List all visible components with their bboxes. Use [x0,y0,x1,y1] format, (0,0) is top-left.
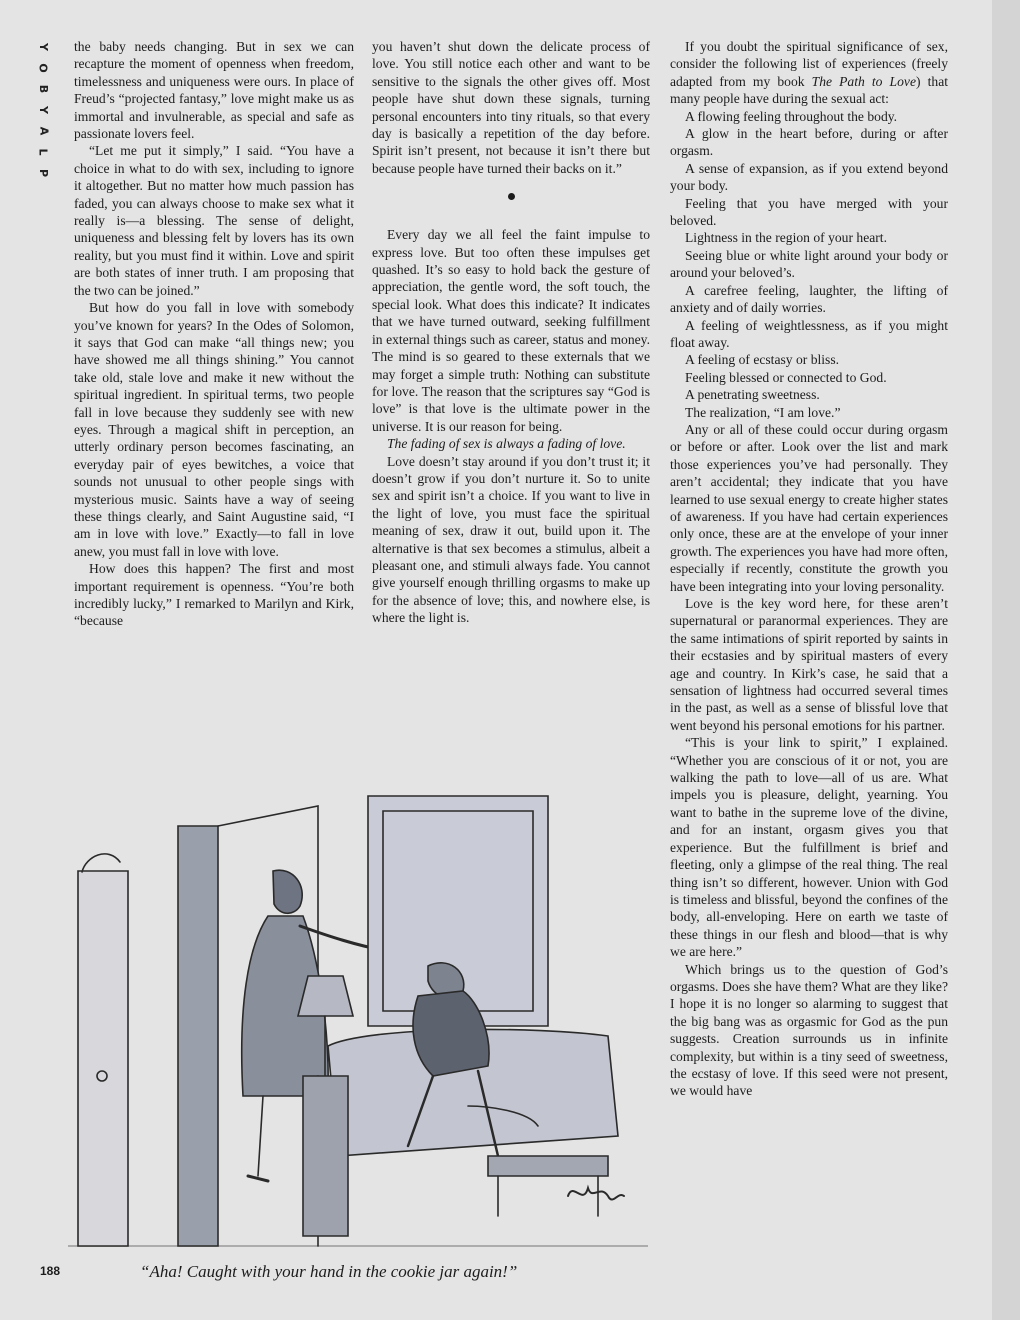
page-number: 188 [40,1264,61,1278]
list-item: A glow in the heart before, during or after orgasm. [670,126,948,159]
running-head-letter: B [36,84,50,94]
running-head-letter: O [36,63,50,73]
page-edge-shadow [992,0,1020,1320]
running-head [34,40,52,180]
paragraph: How does this happen? The first and most important requirement is openness. “You’re both incredibly lucky,” I remarked to Marilyn and Kirk, “because [74,561,354,629]
list-item: Seeing blue or white light around your body or around your beloved’s. [670,247,948,281]
text-column-2 [372,38,650,627]
list-item: Lightness in the region of your heart. [685,230,887,246]
list-item: A feeling of ecstasy or bliss. [685,352,840,368]
paragraph: Love is the key word here, for these aren’t supernatural or paranormal experiences. They are the same intimations of spirit reported by saints in their ecstasies and by spiritual masters of every age and country. In Kirk’s case, he said that a sensation of lightness had occurred several times in the past, as well as a sense of blissful love that went beyond his personal emotions for his partner. [670,596,948,733]
list-item: A feeling of weightlessness, as if you might float away. [670,317,948,350]
running-head-letter: Y [37,106,50,114]
paragraph: Which brings us to the question of God’s orgasms. Does she have them? What are they like? I hope it is no longer so alarming to suggest that the big bang was as orgasmic for God as the pun suggests. Creation surrounds us in infinite complexity, but within is a tiny seed of sweetness, the ecstasy of love. If this seed were not present, we would have [670,961,948,1099]
list-item: A sense of expansion, as if you extend beyond your body. [670,160,948,194]
running-head-letter: P [37,168,50,178]
text-column-1 [74,38,354,630]
paragraph: the baby needs changing. But in sex we can recapture the moment of openness when freedom, timelessness and uniqueness were ours. In place of Freud’s “projected fantasy,” love might make us as immortal and invulnerable, as special and safe as passionate lovers feel. [74,39,354,142]
paragraph [670,38,948,108]
paragraph: you haven’t shut down the delicate process of love. You still notice each other and want to be sensitive to the signals the other gives off. Most people have shut down these signals, turning personal encounters into tiny rituals, so that every day is basically a repetition of the day before. Spirit isn’t present, not because it isn’t there but because people have turned their backs on it.” [372,39,650,176]
paragraph: But how do you fall in love with somebody you’ve known for years? In the Odes of Solomon, it says that God can make “all things new; you have showed me all things shining.” You cannot take old, stale love and make it new without the spiritual ingredient. In spiritual terms, two people fall in love because they suddenly see with new eyes. Through a magical shift in perception, an utterly ordinary person becomes fascinating, an everyday pair of eyes bewitches, a voice that sounds not unusual to other people sings with mysterious music. Saints have a way of seeing these things clearly, and Saint Augustine said, “I am in love with love.” Exactly—to fall in love anew, you must fall in love with love. [74,300,354,559]
intro-text: If you doubt the spiritual significance of sex, consider the following list of experiences (freely adapted from my book [670,39,948,89]
running-head-letter: L [36,148,50,156]
paragraph: Any or all of these could occur during orgasm or before or after. Look over the list and mark those experiences you’ve had personally. They aren’t accidental; they indicate that you have learned to use sexual energy to create higher states of awareness. If you have had certain experiences only once, these are at the envelope of your inner growth. The experiences you have had more often, especially if recently, constitute the growth you have been integrating into your loving personality. [670,421,948,594]
book-title: The Path to Love [811,73,916,89]
running-head-letter: A [36,126,50,136]
italic-paragraph: The fading of sex is always a fading of love. [387,436,626,452]
paragraph: Every day we all feel the faint impulse to express love. But too often these impulses get quashed. It’s so easy to hold back the gesture of appreciation, the gentle word, the soft touch, the special look. What does this indicate? It indicates that we have turned outward, seeking fulfillment in external things such as career, status and money. The mind is so geared to these externals that we may forget a simple truth: Nothing can substitute for love. The reason that the scriptures say “God is love” is that love is the ultimate power in the universe. It is our reason for being. [372,227,650,434]
list-item: A carefree feeling, laughter, the lifting of anxiety and of daily worries. [670,282,948,316]
cartoon-caption: “Aha! Caught with your hand in the cookie jar again!” [140,1262,518,1281]
cartoon-illustration [68,776,648,1256]
section-bullet [508,193,515,200]
paragraph: Love doesn’t stay around if you don’t trust it; it doesn’t grow if you don’t nurture it. So to unite sex and spirit isn’t a choice. If you want to live in the light of love, you must face the spiritual meaning of sex, draw it out, build upon it. The alternative is that sex becomes a stimulus, albeit a pleasant one, and stimuli always fade. You cannot give yourself enough thrilling orgasms to make up for the absence of love; this, and nowhere else, is where the light is. [372,453,650,626]
intro-text-end: ) that many people have during the sexual act: [670,73,949,107]
list-item: A penetrating sweetness. [685,387,820,403]
running-head-letter: Y [37,43,50,51]
list-item: Feeling that you have merged with your beloved. [670,195,948,229]
list-item: A flowing feeling throughout the body. [685,108,898,124]
text-column-3 [670,38,948,1100]
list-item: The realization, “I am love.” [685,404,841,420]
paragraph: “Let me put it simply,” I said. “You have a choice in what to do with sex, including to ignore it altogether. But no matter how much passion has faded, you can always choose to make sex what it really is—a blessing. The sense of delight, uniqueness and blessing felt by lovers has its own reality, but you must find it within. Love and spirit are both states of inner truth. I am proposing that the two can be joined.” [74,143,354,298]
paragraph: “This is your link to spirit,” I explained. “Whether you are conscious of it or not, you are walking the path to love—all of us are. What impels you is pleasure, delight, yearning. You want to bathe in the supreme love of the divine, and for an instant, orgasm gives you that experience. But the fulfillment is brief and fleeting, only a glimpse of the real thing. The real thing isn’t so different, however. Union with God is timeless and blissful, beyond the confines of the body, all-enveloping. Here on earth we taste of these things in our flesh and blood—that is why we are here.” [670,735,948,960]
list-item: Feeling blessed or connected to God. [685,369,887,385]
